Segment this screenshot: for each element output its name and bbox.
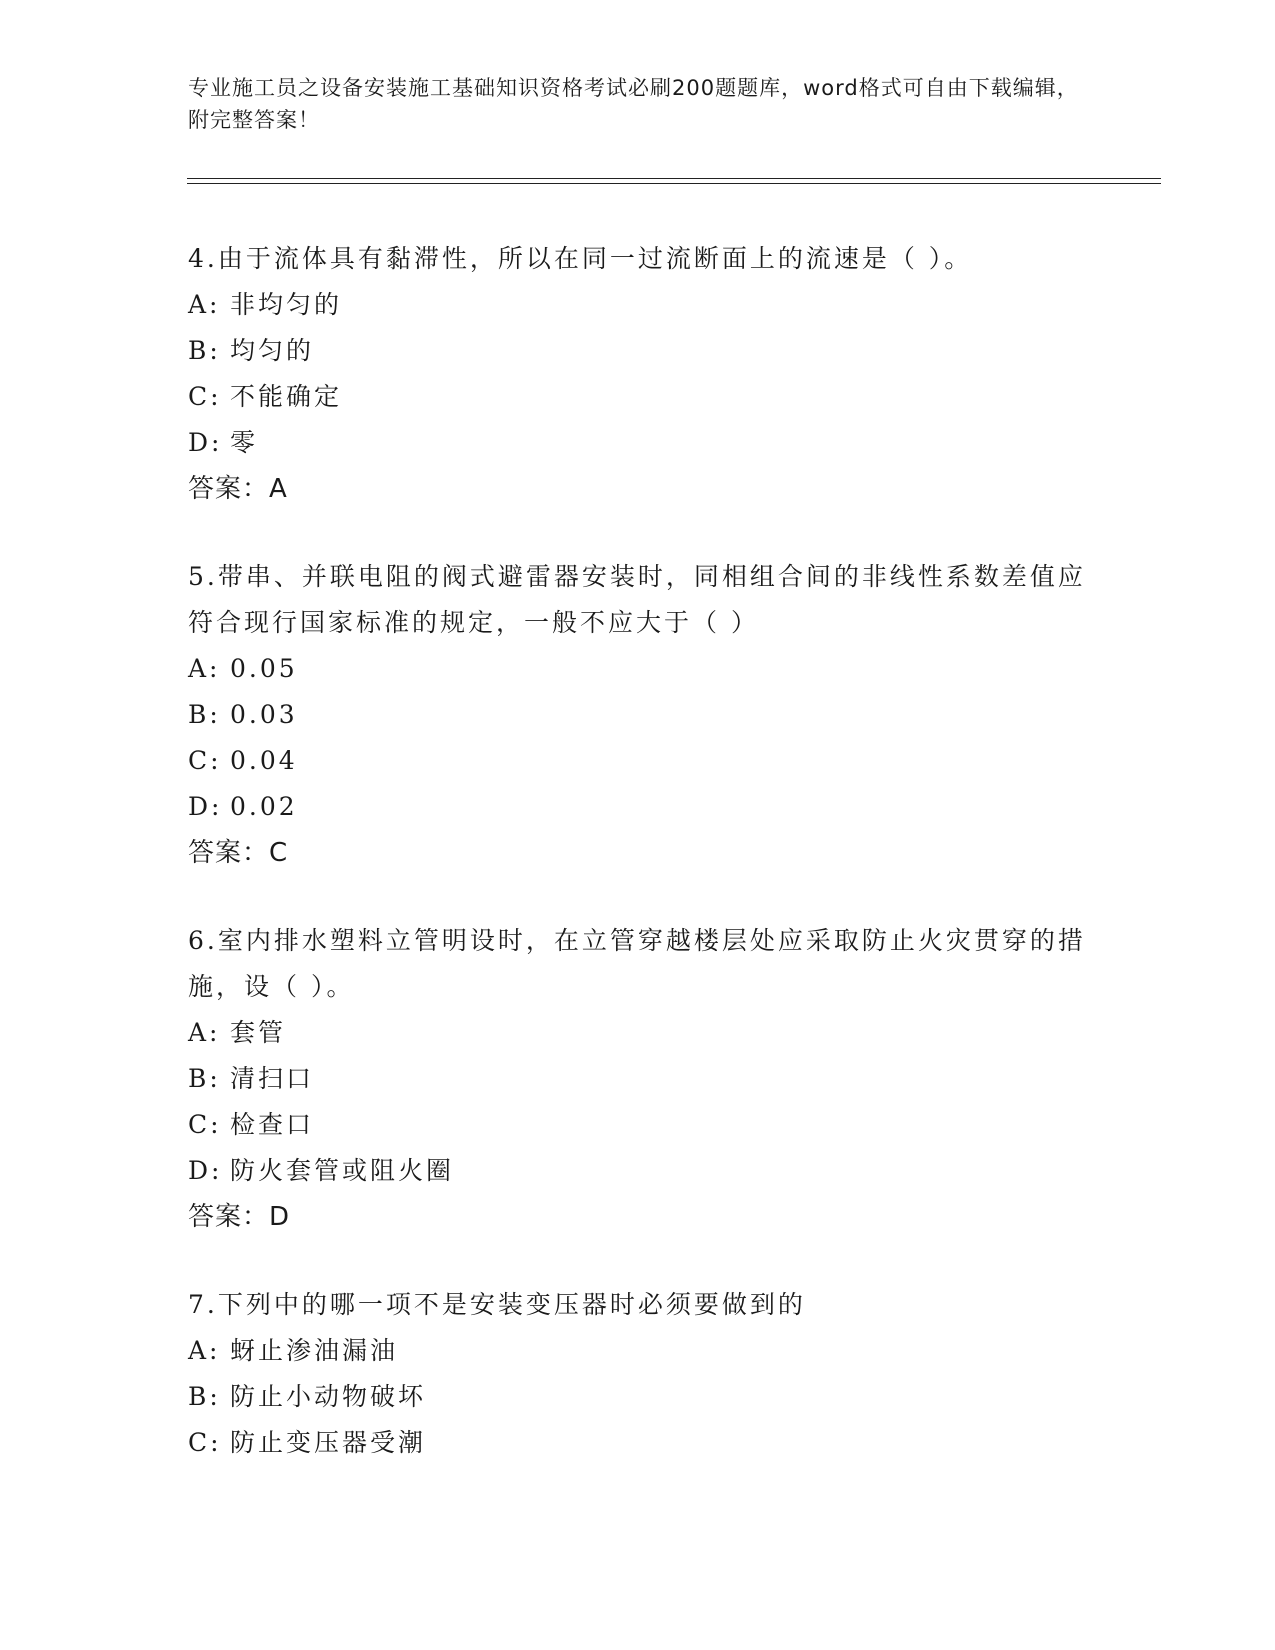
option-text: 非均匀的 [230, 290, 343, 319]
option-text: 零 [230, 428, 259, 457]
option-letter: A: [188, 290, 221, 319]
option-text: 防止小动物破坏 [230, 1382, 427, 1411]
option-text: 检查口 [230, 1110, 315, 1139]
option-text: 0.03 [230, 700, 298, 729]
option-a [188, 1328, 1088, 1374]
option-d [188, 420, 1088, 466]
option-c [188, 374, 1088, 420]
answer-line: 答案：A [188, 474, 288, 504]
question-list [188, 236, 1088, 1508]
question-text: 5.带串、并联电阻的阀式避雷器安装时，同相组合间的非线性系数差值应符合现行国家标准的规定，一般不应大于（ ） [188, 562, 1086, 637]
header-rule-top [187, 178, 1161, 179]
option-letter: A: [188, 654, 221, 683]
option-letter: D: [188, 792, 223, 821]
option-letter: C: [188, 1428, 222, 1457]
option-b [188, 1374, 1088, 1420]
option-text: 均匀的 [230, 336, 315, 365]
option-a [188, 1010, 1088, 1056]
option-text: 0.02 [230, 792, 298, 821]
question-6 [188, 918, 1088, 1240]
option-text: 套管 [230, 1018, 287, 1047]
question-7 [188, 1282, 1088, 1466]
option-text: 不能确定 [230, 382, 343, 411]
option-letter: C: [188, 1110, 222, 1139]
option-letter: B: [188, 1064, 221, 1093]
option-d [188, 784, 1088, 830]
option-c [188, 1102, 1088, 1148]
option-letter: B: [188, 1382, 221, 1411]
option-letter: A: [188, 1018, 221, 1047]
option-text: 蚜止渗油漏油 [230, 1336, 399, 1365]
document-header: 专业施工员之设备安装施工基础知识资格考试必刷200题题库，word格式可自由下载编辑，附完整答案！ [188, 76, 1079, 132]
option-b [188, 328, 1088, 374]
option-b [188, 1056, 1088, 1102]
option-c [188, 1420, 1088, 1466]
option-letter: B: [188, 700, 221, 729]
option-letter: C: [188, 382, 222, 411]
option-text: 清扫口 [230, 1064, 315, 1093]
answer-line: 答案：D [188, 1202, 291, 1232]
question-5 [188, 554, 1088, 876]
option-d [188, 1148, 1088, 1194]
question-text: 4.由于流体具有黏滞性，所以在同一过流断面上的流速是（ ）。 [188, 244, 973, 273]
option-a [188, 646, 1088, 692]
option-b [188, 692, 1088, 738]
option-letter: B: [188, 336, 221, 365]
question-text: 6.室内排水塑料立管明设时，在立管穿越楼层处应采取防止火灾贯穿的措施，设（ ）。 [188, 926, 1086, 1001]
option-text: 防火套管或阻火圈 [230, 1156, 455, 1185]
option-letter: A: [188, 1336, 221, 1365]
option-letter: D: [188, 1156, 223, 1185]
question-text: 7.下列中的哪一项不是安装变压器时必须要做到的 [188, 1290, 806, 1319]
option-a [188, 282, 1088, 328]
option-letter: C: [188, 746, 222, 775]
option-letter: D: [188, 428, 223, 457]
header-rule-bottom [187, 183, 1161, 184]
option-c [188, 738, 1088, 784]
question-4 [188, 236, 1088, 512]
option-text: 0.05 [230, 654, 298, 683]
answer-line: 答案：C [188, 838, 289, 868]
option-text: 防止变压器受潮 [230, 1428, 427, 1457]
option-text: 0.04 [230, 746, 298, 775]
